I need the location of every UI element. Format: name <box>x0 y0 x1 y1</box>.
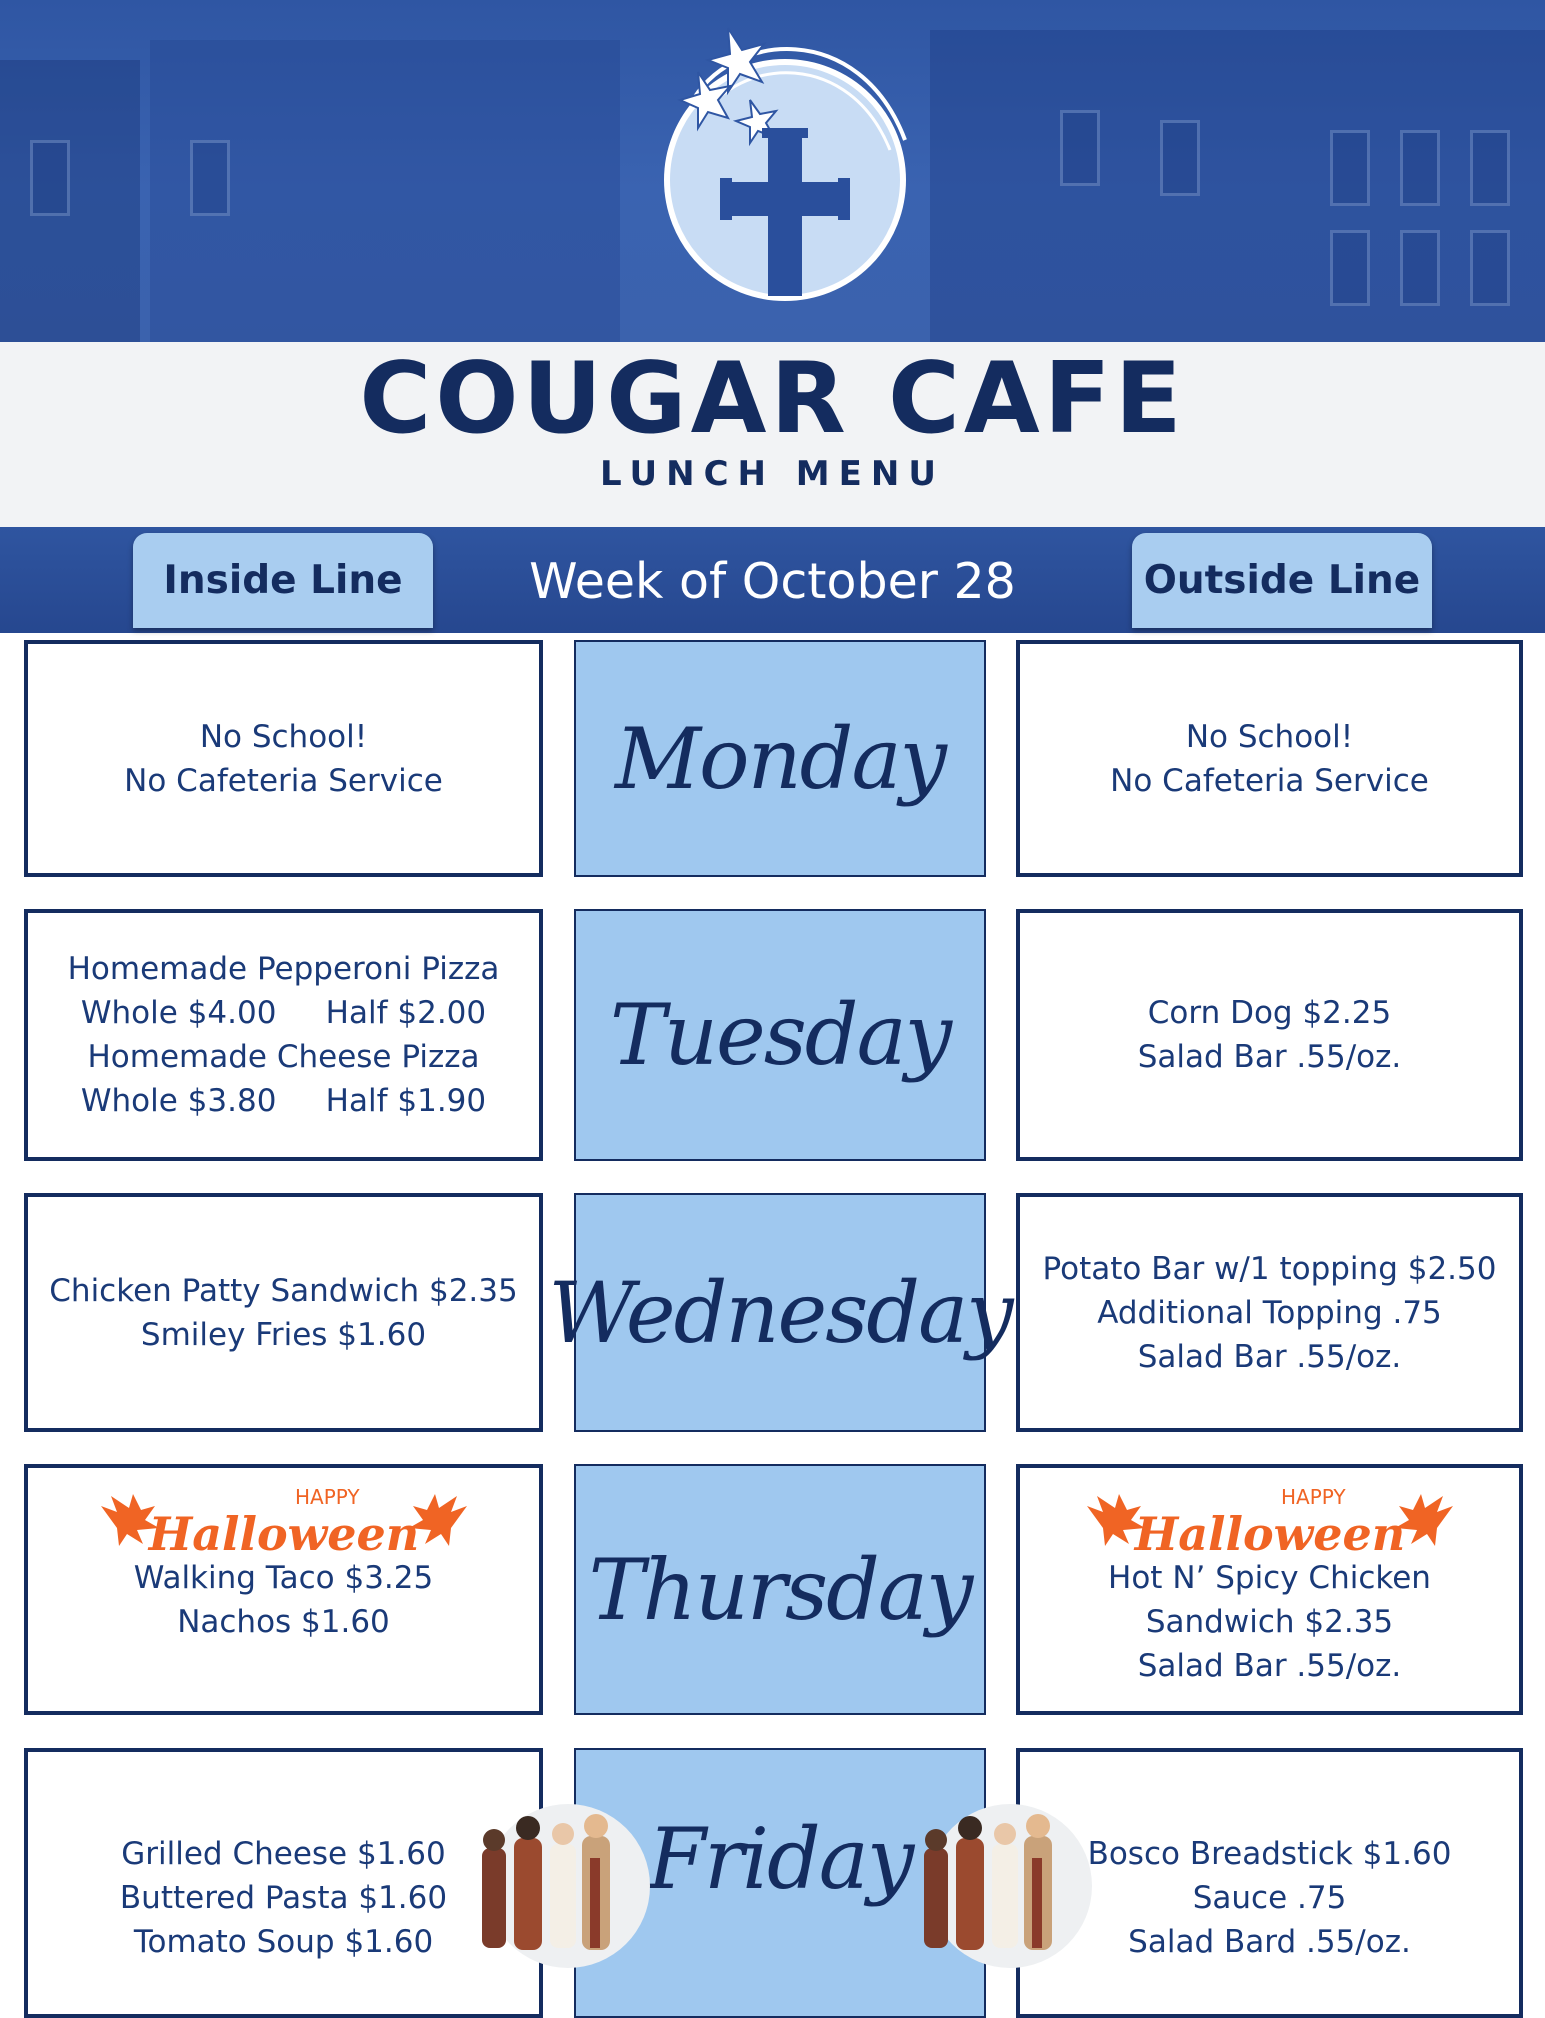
thursday-outside-cell <box>1016 1464 1523 1715</box>
header-banner <box>0 0 1545 342</box>
menu-line: Whole $4.00 Half $2.00 <box>80 995 487 1031</box>
menu-line: Hot N’ Spicy Chicken <box>1108 1560 1431 1596</box>
inside-line-tab: Inside Line <box>133 533 433 628</box>
day-label-wednesday: Wednesday <box>574 1193 986 1432</box>
window-shape <box>30 140 70 216</box>
halloween-title-text: Halloween <box>148 1507 419 1561</box>
menu-line: Nachos $1.60 <box>177 1604 390 1640</box>
wednesday-outside-cell <box>1016 1193 1523 1432</box>
window-shape <box>1400 130 1440 206</box>
menu-line: Walking Taco $3.25 <box>133 1560 434 1596</box>
menu-line: Grilled Cheese $1.60 <box>121 1836 446 1872</box>
halloween-title-text: Halloween <box>1134 1507 1405 1561</box>
building-silhouette <box>0 60 140 342</box>
window-shape <box>1160 120 1200 196</box>
thursday-inside-cell <box>24 1464 543 1715</box>
monday-outside-cell <box>1016 640 1523 877</box>
menu-line: No Cafeteria Service <box>124 762 443 799</box>
menu-line: Salad Bar .55/oz. <box>1137 1338 1402 1375</box>
menu-line: No School! <box>199 718 368 755</box>
halloween-banner <box>1085 1484 1455 1562</box>
day-label-monday: Monday <box>574 640 986 877</box>
menu-line: Potato Bar w/1 topping $2.50 <box>1042 1250 1497 1287</box>
window-shape <box>1470 130 1510 206</box>
menu-line: Homemade Cheese Pizza <box>87 1039 480 1075</box>
halloween-happy-text: HAPPY <box>294 1485 360 1509</box>
menu-line: Sandwich $2.35 <box>1145 1604 1394 1640</box>
day-label-friday: Friday <box>574 1748 986 2018</box>
day-label-thursday: Thursday <box>574 1464 986 1715</box>
tuesday-outside-cell <box>1016 909 1523 1161</box>
saints-illustration <box>470 1798 650 1968</box>
menu-line: Smiley Fries $1.60 <box>140 1316 427 1353</box>
menu-line: Additional Topping .75 <box>1097 1294 1442 1331</box>
menu-line: Homemade Pepperoni Pizza <box>67 951 500 987</box>
menu-line: Salad Bar .55/oz. <box>1137 1648 1402 1684</box>
wednesday-inside-cell <box>24 1193 543 1432</box>
menu-line: Buttered Pasta $1.60 <box>119 1880 448 1916</box>
window-shape <box>1060 110 1100 186</box>
window-shape <box>1400 230 1440 306</box>
window-shape <box>1330 230 1370 306</box>
building-silhouette <box>930 30 1545 342</box>
menu-line: Whole $3.80 Half $1.90 <box>80 1083 487 1119</box>
tuesday-inside-cell <box>24 909 543 1161</box>
saints-illustration <box>912 1798 1092 1968</box>
page-subtitle: LUNCH MENU <box>600 454 945 494</box>
menu-line: Tomato Soup $1.60 <box>133 1924 434 1960</box>
menu-line: Bosco Breadstick $1.60 <box>1087 1836 1452 1872</box>
halloween-happy-text: HAPPY <box>1280 1485 1346 1509</box>
window-shape <box>1470 230 1510 306</box>
outside-line-tab: Outside Line <box>1132 533 1432 628</box>
page-title: COUGAR CAFE <box>359 342 1186 456</box>
menu-line: Salad Bar .55/oz. <box>1137 1039 1402 1075</box>
menu-line: No Cafeteria Service <box>1110 762 1429 799</box>
school-logo <box>650 10 920 310</box>
window-shape <box>190 140 230 216</box>
window-shape <box>1330 130 1370 206</box>
day-label-tuesday: Tuesday <box>574 909 986 1161</box>
friday-inside-cell <box>24 1748 543 2018</box>
menu-line: Chicken Patty Sandwich $2.35 <box>49 1272 518 1309</box>
week-label: Week of October 28 <box>529 553 1016 610</box>
monday-inside-cell <box>24 640 543 877</box>
menu-line: Salad Bard .55/oz. <box>1128 1924 1411 1960</box>
menu-line: No School! <box>1185 718 1354 755</box>
halloween-banner <box>99 1484 469 1562</box>
menu-line: Corn Dog $2.25 <box>1147 995 1392 1031</box>
friday-outside-cell <box>1016 1748 1523 2018</box>
menu-line: Sauce .75 <box>1192 1880 1347 1916</box>
